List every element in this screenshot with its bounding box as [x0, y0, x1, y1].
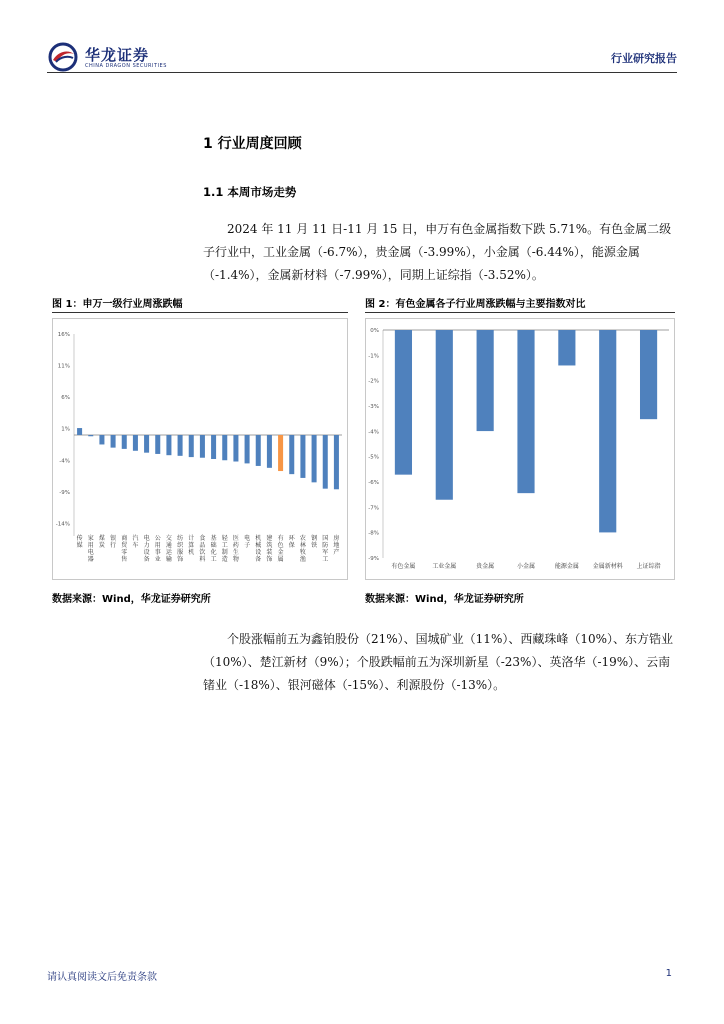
bar-工业金属 — [436, 330, 453, 500]
figure1-svg — [52, 318, 348, 580]
x-tick-label: 工 — [210, 556, 217, 563]
x-tick-label: 电 — [87, 549, 94, 556]
bar-机械设备 — [256, 435, 261, 466]
x-tick-label: 保 — [288, 542, 295, 549]
figure2-chart — [365, 318, 675, 584]
x-tick-label: 建 — [266, 535, 273, 542]
figure2-rule — [365, 312, 675, 313]
x-tick-label: 筑 — [266, 542, 273, 549]
x-tick-label: 装 — [266, 549, 273, 556]
figure1-chart — [52, 318, 348, 584]
x-tick-label: 食 — [199, 535, 206, 542]
y-tick-label: -4% — [368, 429, 379, 436]
x-tick-label: 业 — [154, 556, 161, 563]
x-tick-label: 设 — [255, 549, 262, 556]
x-tick-label: 机 — [255, 535, 262, 542]
x-tick-label: 产 — [333, 549, 340, 556]
x-tick-label: 轻 — [221, 535, 228, 542]
x-tick-label: 零 — [121, 549, 128, 556]
x-tick-label: 算 — [188, 542, 195, 549]
bar-电子 — [245, 435, 250, 463]
x-tick-label: 备 — [255, 556, 262, 563]
x-tick-label: 力 — [143, 542, 150, 549]
x-tick-label: 公 — [154, 535, 161, 542]
x-tick-label: 用 — [154, 542, 161, 549]
x-tick-label: 基 — [210, 535, 217, 542]
bar-商贸零售 — [122, 435, 127, 449]
x-tick-label: 渔 — [299, 556, 306, 563]
section-heading: 1 行业周度回顾 — [203, 136, 302, 152]
x-tick-label: 属 — [277, 556, 284, 563]
x-tick-label: 商 — [121, 535, 128, 542]
subsection-heading: 1.1 本周市场走势 — [203, 185, 297, 199]
x-tick-label: 化 — [210, 549, 217, 556]
bar-国防军工 — [323, 435, 328, 489]
company-name-cn: 华龙证券 — [85, 46, 150, 64]
bar-汽车 — [133, 435, 138, 451]
x-tick-label: 用 — [87, 542, 94, 549]
x-tick-label: 能源金属 — [554, 563, 579, 570]
x-tick-label: 备 — [143, 556, 150, 563]
x-tick-label: 机 — [188, 549, 195, 556]
company-name-en: CHINA DRAGON SECURITIES — [85, 63, 167, 69]
bar-家用电器 — [88, 435, 93, 436]
y-tick-label: 16% — [57, 332, 70, 338]
bar-公用事业 — [155, 435, 160, 454]
y-tick-label: 6% — [61, 395, 70, 402]
x-tick-label: 织 — [177, 542, 184, 549]
y-tick-label: -9% — [59, 489, 70, 496]
figure1-source: 数据来源：Wind，华龙证券研究所 — [52, 594, 211, 605]
x-tick-label: 子 — [244, 542, 251, 549]
x-tick-label: 房 — [333, 535, 340, 542]
page-header — [47, 40, 677, 72]
x-tick-label: 器 — [87, 556, 94, 563]
bar-有色金属 — [395, 330, 412, 475]
x-tick-label: 电 — [143, 535, 150, 542]
market-summary-paragraph: 2024 年 11 月 11 日-11 月 15 日，申万有色金属指数下跌 5.71%。有色金属二级子行业中，工业金属（-6.7%），贵金属（-3.99%），小金属（-6.44%），能源金属（-1.4%），金属新材料（-7.99%），同期上证综指（-3.52%）。 — [203, 222, 672, 282]
x-tick-label: 纺 — [177, 535, 184, 542]
x-tick-label: 生 — [232, 549, 239, 556]
bar-钢铁 — [312, 435, 317, 482]
x-tick-label: 银 — [110, 535, 117, 542]
x-tick-label: 贸 — [121, 542, 128, 549]
x-tick-label: 贵金属 — [476, 563, 495, 570]
x-tick-label: 电 — [244, 535, 251, 542]
x-tick-label: 军 — [322, 549, 329, 556]
x-tick-label: 炭 — [98, 542, 105, 549]
bar-银行 — [111, 435, 116, 448]
y-tick-label: -3% — [368, 404, 379, 410]
x-tick-label: 交 — [165, 535, 172, 542]
bar-计算机 — [189, 435, 194, 457]
x-tick-label: 制 — [221, 549, 228, 556]
x-tick-label: 小金属 — [516, 563, 536, 570]
figure1-title: 图 1：申万一级行业周涨跌幅 — [52, 299, 183, 310]
x-tick-label: 物 — [232, 556, 239, 563]
x-tick-label: 础 — [210, 542, 217, 549]
x-tick-label: 林 — [299, 542, 306, 549]
bar-轻工制造 — [222, 435, 227, 460]
x-tick-label: 金 — [277, 549, 284, 556]
header-divider — [47, 72, 677, 73]
bar-贵金属 — [477, 330, 494, 431]
x-tick-label: 输 — [165, 556, 172, 563]
bar-环保 — [289, 435, 294, 474]
y-tick-label: -5% — [368, 454, 379, 461]
y-tick-label: -7% — [368, 505, 379, 512]
x-tick-label: 饮 — [199, 549, 206, 556]
x-tick-label: 金属新材料 — [592, 563, 623, 570]
y-tick-label: -2% — [368, 378, 379, 385]
y-tick-label: -1% — [368, 353, 379, 360]
bar-农林牧渔 — [300, 435, 305, 478]
x-tick-label: 计 — [188, 535, 195, 542]
x-tick-label: 牧 — [299, 549, 306, 556]
bar-房地产 — [334, 435, 339, 489]
x-tick-label: 械 — [255, 542, 262, 549]
bar-煤炭 — [99, 435, 104, 444]
figure2-svg — [365, 318, 675, 580]
x-tick-label: 地 — [333, 542, 340, 549]
x-tick-label: 防 — [322, 542, 329, 549]
x-tick-label: 工 — [322, 556, 329, 563]
bar-金属新材料 — [599, 330, 616, 532]
x-tick-label: 国 — [322, 535, 329, 542]
x-tick-label: 铁 — [311, 542, 318, 549]
figure2-source: 数据来源：Wind，华龙证券研究所 — [365, 594, 524, 605]
x-tick-label: 医 — [232, 535, 239, 542]
y-tick-label: -6% — [368, 480, 379, 486]
report-type-label: 行业研究报告 — [611, 52, 677, 65]
y-tick-label: -4% — [59, 458, 70, 465]
x-tick-label: 工业金属 — [432, 563, 457, 570]
y-tick-label: 11% — [57, 363, 70, 370]
stock-movers-paragraph: 个股涨幅前五为鑫铂股份（21%）、国城矿业（11%）、西藏珠峰（10%）、东方锆业（10%）、楚江新材（9%）；个股跌幅前五为深圳新星（-23%）、英洛华（-19%）、云南锗业（-18%）、银河磁体（-15%）、利源股份（-13%）。 — [203, 632, 674, 692]
x-tick-label: 行 — [110, 542, 117, 549]
x-tick-label: 农 — [299, 535, 306, 542]
bar-上证综指 — [640, 330, 657, 419]
bar-能源金属 — [558, 330, 575, 365]
x-tick-label: 上证综指 — [636, 563, 661, 570]
bar-小金属 — [517, 330, 534, 493]
bar-电力设备 — [144, 435, 149, 453]
y-tick-label: 0% — [370, 328, 379, 334]
x-tick-label: 车 — [132, 542, 139, 549]
x-tick-label: 有 — [277, 535, 284, 542]
x-tick-label: 事 — [154, 549, 161, 556]
x-tick-label: 钢 — [311, 535, 318, 542]
bar-基础化工 — [211, 435, 216, 459]
bar-交通运输 — [166, 435, 171, 455]
x-tick-label: 料 — [199, 556, 206, 563]
x-tick-label: 药 — [232, 542, 239, 549]
bar-建筑装饰 — [267, 435, 272, 468]
x-tick-label: 工 — [221, 542, 228, 549]
x-tick-label: 运 — [165, 549, 172, 556]
page-number: 1 — [665, 968, 672, 979]
figure2-title: 图 2：有色金属各子行业周涨跌幅与主要指数对比 — [365, 299, 586, 310]
x-tick-label: 售 — [121, 556, 128, 563]
x-tick-label: 通 — [165, 542, 172, 549]
x-tick-label: 饰 — [177, 556, 184, 563]
x-tick-label: 设 — [143, 549, 150, 556]
disclaimer-note: 请认真阅读文后免责条款 — [47, 972, 157, 983]
y-tick-label: -14% — [55, 521, 70, 528]
x-tick-label: 饰 — [266, 556, 273, 563]
company-logo-icon — [47, 42, 79, 72]
x-tick-label: 色 — [277, 542, 284, 549]
y-tick-label: 1% — [61, 426, 70, 433]
bar-医药生物 — [233, 435, 238, 462]
x-tick-label: 家 — [87, 535, 94, 542]
bar-纺织服饰 — [178, 435, 183, 456]
x-tick-label: 造 — [221, 556, 228, 563]
x-tick-label: 服 — [177, 549, 184, 556]
x-tick-label: 煤 — [98, 535, 105, 542]
x-tick-label: 汽 — [132, 535, 139, 542]
x-tick-label: 有色金属 — [391, 563, 416, 570]
x-tick-label: 传 — [76, 535, 83, 542]
x-tick-label: 品 — [199, 542, 206, 549]
figure1-rule — [52, 312, 348, 313]
y-tick-label: -9% — [368, 556, 379, 562]
x-tick-label: 媒 — [76, 542, 83, 549]
bar-传媒 — [77, 428, 82, 435]
y-tick-label: -8% — [368, 530, 379, 537]
bar-有色金属 — [278, 435, 283, 471]
bar-食品饮料 — [200, 435, 205, 458]
x-tick-label: 环 — [288, 535, 295, 542]
